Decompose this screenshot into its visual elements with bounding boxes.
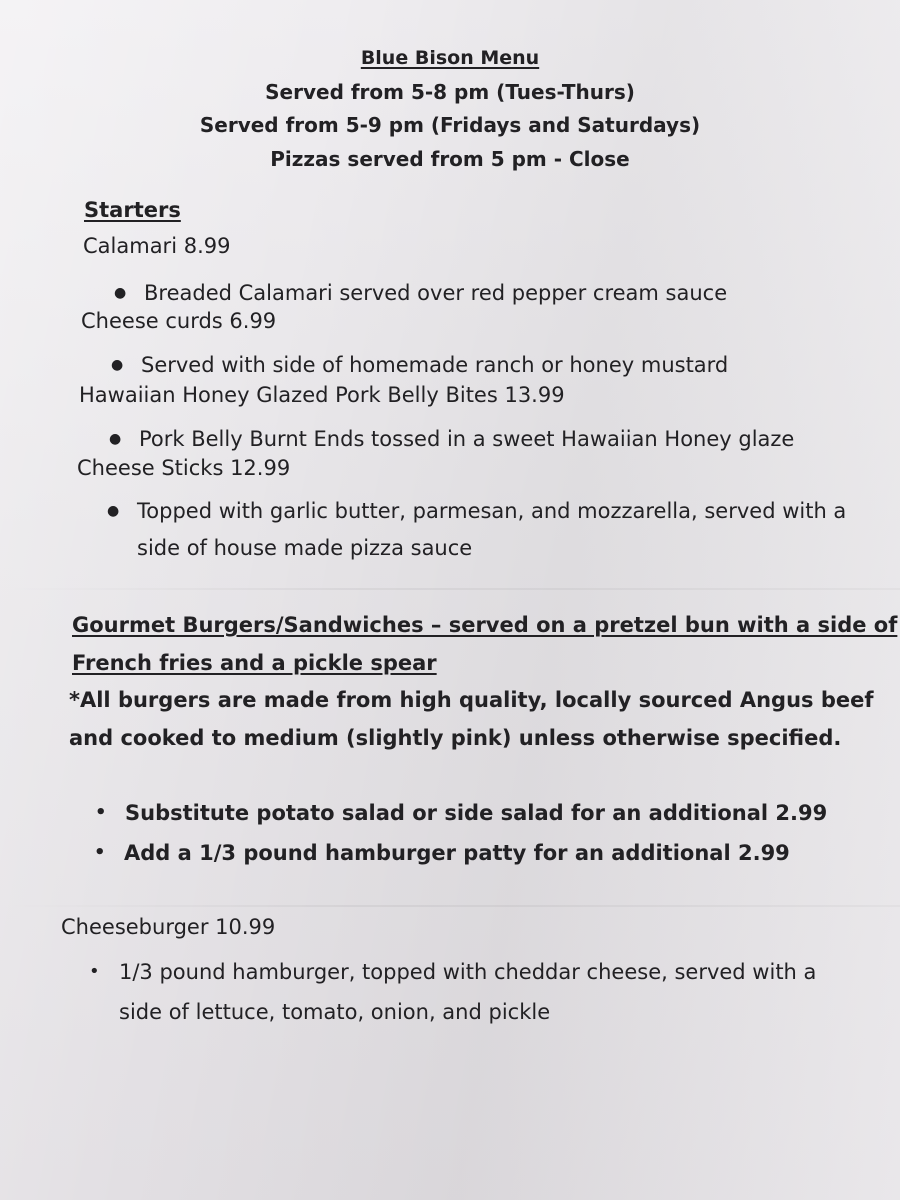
- bullet-icon: •: [89, 961, 100, 982]
- description-text: Pork Belly Burnt Ends tossed in a sweet Hawaiian Honey glaze: [139, 427, 795, 451]
- bullet-icon: •: [95, 802, 107, 823]
- bullet-icon: ●: [114, 285, 127, 301]
- description-text: 1/3 pound hamburger, topped with cheddar cheese, served with a: [119, 960, 817, 984]
- menu-item-pork-belly: Hawaiian Honey Glazed Pork Belly Bites 13.99: [79, 383, 565, 407]
- burgers-note-line: *All burgers are made from high quality, locally sourced Angus beef: [69, 688, 874, 712]
- hours-weekday: Served from 5-8 pm (Tues-Thurs): [265, 79, 635, 104]
- bullet-icon: ●: [107, 503, 120, 519]
- description-text: Served with side of homemade ranch or honey mustard: [141, 353, 729, 377]
- burgers-note-line: and cooked to medium (slightly pink) unless otherwise specified.: [69, 726, 842, 750]
- option-text: Add a 1/3 pound hamburger patty for an additional 2.99: [124, 841, 790, 865]
- starters-heading: Starters: [84, 198, 181, 222]
- bullet-icon: ●: [111, 357, 124, 373]
- burgers-heading-line: French fries and a pickle spear: [72, 651, 437, 675]
- menu-item-cheeseburger: Cheeseburger 10.99: [61, 915, 276, 939]
- description-text: side of house made pizza sauce: [137, 536, 473, 560]
- paper-crease: [0, 905, 900, 907]
- menu-item-description: [89, 953, 879, 1033]
- menu-item-description: [107, 492, 867, 572]
- menu-header: [0, 42, 900, 176]
- hours-pizza: Pizzas served from 5 pm - Close: [270, 146, 630, 171]
- option-text: Substitute potato salad or side salad for an additional 2.99: [125, 801, 828, 825]
- description-text: side of lettuce, tomato, onion, and pickle: [119, 1000, 551, 1024]
- menu-title: Blue Bison Menu: [360, 47, 540, 69]
- bullet-icon: •: [94, 842, 106, 863]
- burgers-heading: [72, 606, 897, 682]
- bullet-icon: ●: [109, 431, 122, 447]
- description-text: Topped with garlic butter, parmesan, and mozzarella, served with a: [137, 499, 847, 523]
- paper-crease: [0, 588, 900, 590]
- burgers-heading-line: Gourmet Burgers/Sandwiches – served on a pretzel bun with a side of: [72, 613, 898, 637]
- menu-item-calamari: Calamari 8.99: [83, 234, 231, 258]
- menu-item-cheese-curds: Cheese curds 6.99: [81, 309, 277, 333]
- menu-item-cheese-sticks: Cheese Sticks 12.99: [77, 456, 291, 480]
- hours-weekend: Served from 5-9 pm (Fridays and Saturdays): [199, 113, 701, 137]
- burgers-note: [69, 681, 874, 757]
- description-text: Breaded Calamari served over red pepper cream sauce: [144, 281, 728, 305]
